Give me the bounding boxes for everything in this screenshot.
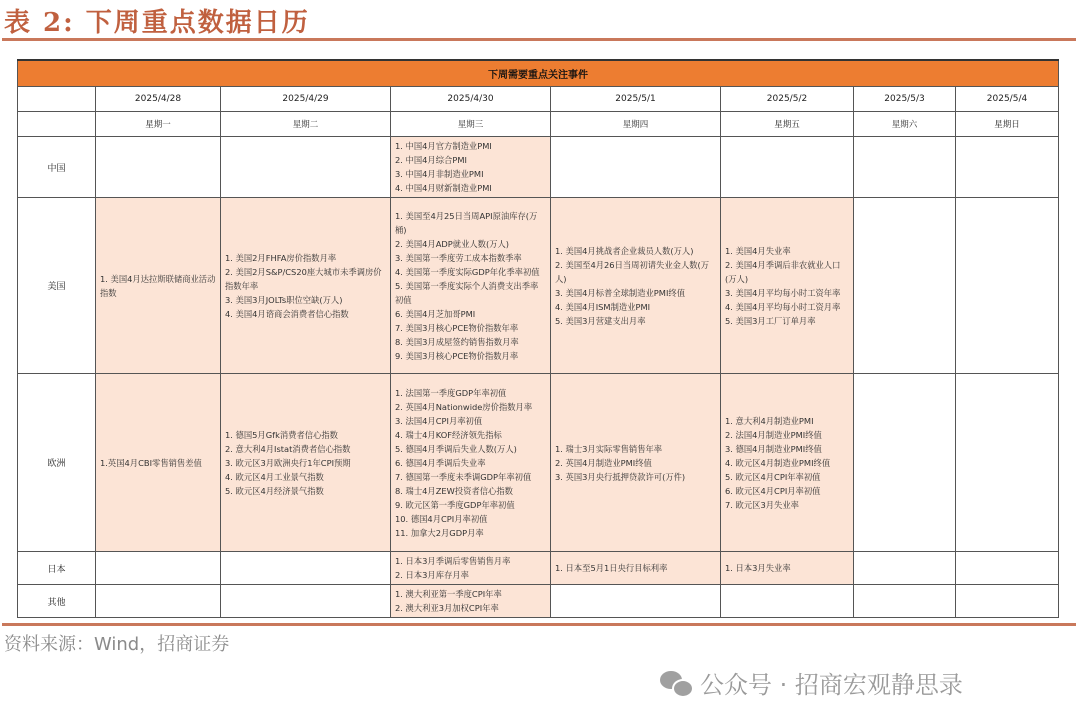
event-cell	[391, 374, 551, 552]
event-item: 1. 日本3月失业率	[725, 563, 791, 573]
event-item: 4. 欧元区4月制造业PMI终值	[725, 457, 831, 468]
event-item: 5. 欧元区4月CPI年率初值	[725, 471, 821, 482]
date-header: 2025/5/3	[854, 87, 956, 112]
region-row	[18, 137, 1059, 198]
date-header: 2025/5/2	[721, 87, 854, 112]
event-item: 5. 美国3月工厂订单月率	[725, 315, 816, 326]
event-item: 2. 美国至4月26日当周初请失业金人数(万人)	[555, 259, 710, 284]
event-cell	[854, 137, 956, 198]
event-item: 1. 法国第一季度GDP年率初值	[395, 387, 507, 398]
event-item: 7. 德国第一季度未季调GDP年率初值	[395, 471, 532, 482]
event-item: 2. 英国4月制造业PMI终值	[555, 457, 652, 468]
event-item: 1. 美国2月FHFA房价指数月率	[225, 252, 337, 263]
event-item: 1. 日本3月季调后零售销售月率	[395, 556, 511, 566]
region-row	[18, 585, 1059, 618]
event-item: 1. 中国4月官方制造业PMI	[395, 141, 492, 151]
region-row	[18, 552, 1059, 585]
event-item: 5. 德国4月季调后失业人数(万人)	[395, 443, 517, 454]
event-item: 3. 美国4月标普全球制造业PMI终值	[555, 287, 686, 298]
event-item: 3. 美国4月平均每小时工资年率	[725, 287, 841, 298]
weekday-header: 星期二	[221, 112, 391, 137]
region-label: 美国	[18, 198, 96, 374]
event-cell	[96, 552, 221, 585]
event-item: 4. 美国4月平均每小时工资月率	[725, 301, 841, 312]
event-cell	[551, 198, 721, 374]
event-cell	[221, 198, 391, 374]
weekday-header: 星期四	[551, 112, 721, 137]
wechat-icon	[660, 669, 694, 697]
event-item: 1. 美国至4月25日当周API原油库存(万桶)	[395, 210, 538, 235]
event-cell	[391, 585, 551, 618]
event-item: 1. 美国4月达拉斯联储商业活动指数	[100, 273, 216, 298]
event-item: 5. 美国3月营建支出月率	[555, 315, 646, 326]
event-item: 4. 美国4月ISM制造业PMI	[555, 301, 651, 312]
event-item: 1. 意大利4月制造业PMI	[725, 415, 814, 426]
region-label: 欧洲	[18, 374, 96, 552]
event-cell	[391, 552, 551, 585]
event-cell	[854, 198, 956, 374]
date-header: 2025/5/4	[956, 87, 1059, 112]
date-header: 2025/4/30	[391, 87, 551, 112]
event-item: 1. 德国5月Gfk消费者信心指数	[225, 429, 338, 440]
event-item: 6. 欧元区4月CPI月率初值	[725, 485, 821, 496]
watermark	[660, 665, 963, 700]
region-label: 其他	[18, 585, 96, 618]
event-item: 3. 欧元区3月欧洲央行1年CPI预期	[225, 457, 351, 468]
weekday-header: 星期一	[96, 112, 221, 137]
event-cell	[96, 585, 221, 618]
event-item: 1. 美国4月失业率	[725, 245, 791, 256]
corner-cell	[18, 112, 96, 137]
weekday-header: 星期日	[956, 112, 1059, 137]
event-cell	[391, 137, 551, 198]
event-item: 7. 美国3月核心PCE物价指数年率	[395, 322, 519, 333]
event-item: 4. 美国4月谘商会消费者信心指数	[225, 308, 349, 319]
source-divider	[2, 623, 1076, 626]
region-label: 中国	[18, 137, 96, 198]
event-item: 2. 英国4月Nationwide房价指数月率	[395, 401, 533, 412]
event-cell	[221, 585, 391, 618]
event-item: 2. 日本3月库存月率	[395, 570, 469, 580]
region-label: 日本	[18, 552, 96, 585]
event-cell	[96, 198, 221, 374]
event-item: 3. 德国4月制造业PMI终值	[725, 443, 822, 454]
source-note: 资料来源：Wind，招商证券	[4, 634, 230, 655]
event-item: 2. 意大利4月Istat消费者信心指数	[225, 443, 351, 454]
event-cell	[854, 552, 956, 585]
event-cell	[221, 374, 391, 552]
weekday-header: 星期六	[854, 112, 956, 137]
event-item: 2. 澳大利亚3月加权CPI年率	[395, 603, 499, 613]
date-header: 2025/5/1	[551, 87, 721, 112]
weekday-header: 星期五	[721, 112, 854, 137]
event-item: 3. 美国3月JOLTs职位空缺(万人)	[225, 294, 343, 305]
event-item: 4. 中国4月财新制造业PMI	[395, 183, 492, 193]
weekday-header: 星期三	[391, 112, 551, 137]
event-cell	[956, 585, 1059, 618]
event-item: 6. 美国4月芝加哥PMI	[395, 308, 476, 319]
event-cell	[221, 137, 391, 198]
event-cell	[96, 137, 221, 198]
event-cell	[551, 585, 721, 618]
event-item: 6. 德国4月季调后失业率	[395, 457, 486, 468]
table-title: 表 2: 下周重点数据日历	[4, 8, 310, 38]
event-item: 5. 欧元区4月经济景气指数	[225, 485, 324, 496]
event-cell	[551, 374, 721, 552]
event-item: 10. 德国4月CPI月率初值	[395, 513, 488, 524]
event-item: 11. 加拿大2月GDP月率	[395, 527, 484, 538]
date-header: 2025/4/28	[96, 87, 221, 112]
event-cell	[721, 137, 854, 198]
event-cell	[96, 374, 221, 552]
event-item: 9. 美国3月核心PCE物价指数月率	[395, 350, 519, 361]
event-cell	[551, 552, 721, 585]
event-item: 4. 瑞士4月KOF经济领先指标	[395, 429, 502, 440]
region-row	[18, 198, 1059, 374]
event-item: 8. 美国3月成屋签约销售指数月率	[395, 336, 519, 347]
event-item: 1. 澳大利亚第一季度CPI年率	[395, 589, 502, 599]
event-item: 2. 中国4月综合PMI	[395, 155, 467, 165]
event-cell	[956, 374, 1059, 552]
event-cell	[956, 137, 1059, 198]
corner-cell	[18, 87, 96, 112]
event-cell	[391, 198, 551, 374]
event-item: 1. 日本至5月1日央行目标利率	[555, 563, 668, 573]
event-item: 3. 英国3月央行抵押贷款许可(万件)	[555, 471, 686, 482]
event-item: 2. 美国4月ADP就业人数(万人)	[395, 238, 510, 249]
event-item: 3. 美国第一季度劳工成本指数季率	[395, 252, 522, 263]
event-cell	[721, 585, 854, 618]
event-item: 7. 欧元区3月失业率	[725, 499, 799, 510]
event-cell	[721, 198, 854, 374]
event-item: 2. 美国4月季调后非农就业人口(万人)	[725, 259, 841, 284]
event-cell	[721, 374, 854, 552]
event-cell	[721, 552, 854, 585]
event-item: 2. 法国4月制造业PMI终值	[725, 429, 822, 440]
calendar-table	[17, 59, 1059, 618]
event-item: 8. 瑞士4月ZEW投资者信心指数	[395, 485, 513, 496]
date-header: 2025/4/29	[221, 87, 391, 112]
event-cell	[956, 198, 1059, 374]
event-item: 3. 中国4月非制造业PMI	[395, 169, 484, 179]
event-item: 1.英国4月CBI零售销售差值	[100, 457, 202, 468]
event-cell	[221, 552, 391, 585]
title-divider	[2, 38, 1076, 41]
event-item: 1. 瑞士3月实际零售销售年率	[555, 443, 663, 454]
event-item: 3. 法国4月CPI月率初值	[395, 415, 483, 426]
event-item: 1. 美国4月挑战者企业裁员人数(万人)	[555, 245, 694, 256]
event-cell	[956, 552, 1059, 585]
event-cell	[854, 585, 956, 618]
event-item: 9. 欧元区第一季度GDP年率初值	[395, 499, 515, 510]
watermark-text: 公众号 · 招商宏观静思录	[700, 671, 963, 699]
event-cell	[854, 374, 956, 552]
event-item: 4. 欧元区4月工业景气指数	[225, 471, 324, 482]
table-header: 下周需要重点关注事件	[18, 60, 1059, 87]
event-item: 5. 美国第一季度实际个人消费支出季率初值	[395, 280, 539, 305]
event-item: 4. 美国第一季度实际GDP年化季率初值	[395, 266, 540, 277]
region-row	[18, 374, 1059, 552]
event-cell	[551, 137, 721, 198]
event-item: 2. 美国2月S&P/CS20座大城市未季调房价指数年率	[225, 266, 382, 291]
